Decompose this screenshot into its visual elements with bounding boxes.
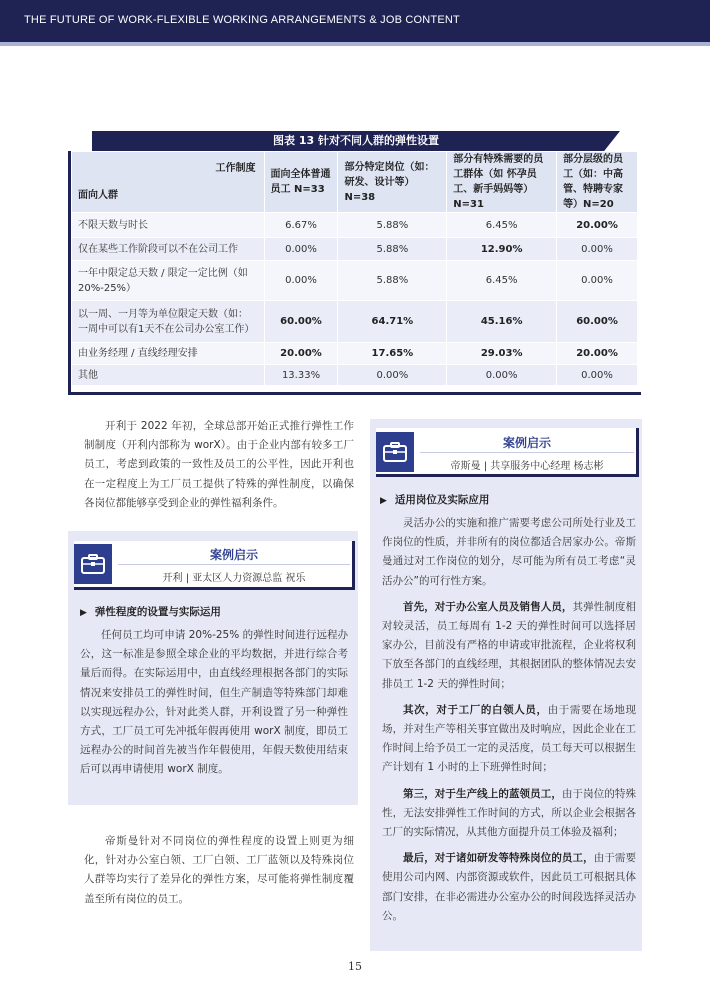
table-cell: 17.65% [338, 343, 447, 365]
table-cell: 5.88% [338, 213, 447, 238]
briefcase-icon [74, 544, 112, 584]
case-right-text: 由于岗位的特殊性，无法安排弹性工作时间的方式，所以企业会根据各工厂的实际情况，从其他方面提升员工体验及福利； [382, 787, 637, 839]
column-header: 面向全体普通员工 N=33 [264, 152, 338, 213]
column-header: 部分有特殊需要的员工群体（如 怀孕员工、新手妈妈等）N=31 [447, 152, 557, 213]
table-cell: 0.00% [264, 238, 338, 261]
header-corner [72, 152, 265, 213]
case-right-emphasis: 最后，对于诸如研发等特殊岗位的员工， [403, 852, 594, 865]
table-cell: 60.00% [264, 301, 338, 343]
case-right-paragraph [382, 701, 636, 778]
row-label: 不限天数与时长 [72, 213, 265, 238]
case-right-paragraph [382, 785, 636, 843]
case-title: 案例启示 [209, 548, 258, 562]
case-divider [420, 452, 634, 453]
table-cell: 20.00% [264, 343, 338, 365]
case-right-paragraph [382, 598, 636, 694]
table-cell: 6.45% [447, 261, 557, 301]
table-title: 图表 13 针对不同人群的弹性设置 [273, 134, 439, 147]
table-cell: 12.90% [447, 238, 557, 261]
table-cell: 13.33% [264, 365, 338, 386]
table-cell: 0.00% [447, 365, 557, 386]
case-right-text: 由于需要使用公司内网、内部资源或软件，因此员工可根据具体部门安排，在非必需进办公室办公的时间段选择灵活办公。 [382, 852, 637, 922]
table-cell: 5.88% [338, 238, 447, 261]
case-left-paragraph: 任何员工均可申请 20%-25% 的弹性时间进行远程办公，这一标准是参照全球企业的平均数据，并进行综合考量后而得。在实际运用中，由直线经理根据各部门的实际情况来安排员工的弹性时间，但生产制造等特殊部门却难以实现远程办公，针对此类人群，开利设置了另一种弹性方式，工厂员工可先冲抵年假再使用 worX 制度，即员工远程办公的时间首先被当作年假使用，年假天数使用结束后可以再申请使用 worX 制度。 [80, 629, 348, 776]
table-header-row [72, 152, 638, 213]
case-right-text: 其弹性制度相对较灵活，员工每周有 1-2 天的弹性时间可以选择居家办公，目前没有严格的申请或审批流程，企业将权利下放至各部门的直线经理，其根据团队的整体情况去安排员工 1-2 天的弹性时间； [382, 600, 637, 690]
case-title: 案例启示 [502, 436, 551, 450]
case-right-emphasis: 第三，对于生产线上的蓝领员工， [403, 787, 562, 800]
case-subtitle: 帝斯曼 | 共享服务中心经理 杨志彬 [450, 461, 604, 472]
table-cell: 45.16% [447, 301, 557, 343]
triangle-bullet-icon: ▶ [80, 608, 87, 618]
briefcase-icon [376, 432, 414, 472]
row-label: 一年中限定总天数 / 限定一定比例（如 20%-25%） [72, 261, 265, 301]
header-stripe [0, 42, 710, 46]
table-cell: 0.00% [338, 365, 447, 386]
corner-bottom-label: 面向人群 [78, 190, 118, 201]
header-title: THE FUTURE OF WORK-FLEXIBLE WORKING ARRANGEMENTS & JOB CONTENT [24, 14, 460, 26]
row-label: 仅在某些工作阶段可以不在公司工作 [72, 238, 265, 261]
case-left-body [80, 626, 348, 787]
intro-paragraph: 开利于 2022 年初，全球总部开始正式推行弹性工作制制度（开利内部称为 worX）。由于企业内部有较多工厂员工，考虑到政策的一致性及员工的公平性，因此开利也在一定程度上为工厂员工提供了特殊的弹性制度，以确保各岗位都能够享受到企业的弹性福利条件。 [84, 420, 354, 509]
case-right-emphasis: 其次，对于工厂的白领人员， [403, 703, 548, 716]
flexibility-table [71, 151, 638, 386]
table-row [72, 213, 638, 238]
table-cell: 20.00% [557, 213, 638, 238]
table-cell: 0.00% [264, 261, 338, 301]
table-cell: 5.88% [338, 261, 447, 301]
table-cell: 6.45% [447, 213, 557, 238]
table-row [72, 301, 638, 343]
table-row [72, 365, 638, 386]
case-right-paragraph [382, 849, 636, 926]
table-cell: 64.71% [338, 301, 447, 343]
row-label: 以一周、一月等为单位限定天数（如：一周中可以有1天不在公司办公室工作） [72, 301, 265, 343]
table-row [72, 238, 638, 261]
table-row [72, 261, 638, 301]
case-right-paragraph: 灵活办公的实施和推广需要考虑公司所处行业及工作岗位的性质，并非所有的岗位都适合居家办公。帝斯曼通过对工作岗位的划分，尽可能为所有员工考虑“灵活办公”的可行性方案。 [382, 517, 636, 587]
case-section-label: 弹性程度的设置与实际运用 [94, 606, 221, 618]
table-cell: 0.00% [557, 238, 638, 261]
triangle-bullet-icon: ▶ [380, 496, 387, 506]
table-cell: 6.67% [264, 213, 338, 238]
case-section-heading [80, 604, 221, 619]
table-cell: 20.00% [557, 343, 638, 365]
table-cell: 60.00% [557, 301, 638, 343]
table-cell: 0.00% [557, 261, 638, 301]
case-right-body [382, 514, 636, 933]
column-header: 部分层级的员工（如：中高管、特聘专家等）N=20 [557, 152, 638, 213]
case-subtitle: 开利 | 亚太区人力资源总监 祝乐 [162, 573, 306, 584]
dsm-paragraph: 帝斯曼针对不同岗位的弹性程度的设置上则更为细化，针对办公室白领、工厂白领、工厂蓝领以及特殊岗位人群等均实行了差异化的弹性方案，尽可能将弹性制度覆盖至所有岗位的员工。 [84, 835, 354, 905]
case-section-heading [380, 492, 489, 507]
table-cell: 29.03% [447, 343, 557, 365]
page-number: 15 [348, 960, 362, 973]
table-row [72, 343, 638, 365]
corner-top-label: 工作制度 [215, 163, 256, 174]
row-label: 其他 [72, 365, 265, 386]
case-divider [118, 564, 350, 565]
column-header: 部分特定岗位（如：研发、设计等）N=38 [338, 152, 447, 213]
table-cell: 0.00% [557, 365, 638, 386]
row-label: 由业务经理 / 直线经理安排 [72, 343, 265, 365]
case-section-label: 适用岗位及实际应用 [394, 494, 490, 506]
case-right-text: 由于需要在场地现场，并对生产等相关事宜做出及时响应，因此企业在工作时间上给予员工一定的灵活度，员工每天可以根据生产计划有 1 小时的上下班弹性时间； [382, 703, 636, 774]
case-right-emphasis: 首先，对于办公室人员及销售人员， [403, 600, 573, 613]
